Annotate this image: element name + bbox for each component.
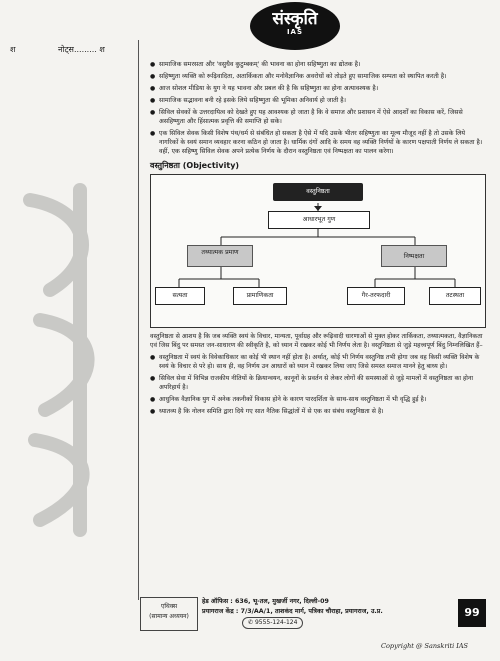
diagram-leaf-neutrality: तटस्थता <box>429 287 481 305</box>
sidebar-divider <box>138 40 139 600</box>
diagram-leaf-truth: सत्यता <box>155 287 205 305</box>
head-office-address: हेड ऑफिस : 636, भू-तल, मुखर्जी नगर, दिल्ली-09 <box>202 598 329 605</box>
phone-number: ✆ 9555-124-124 <box>242 617 303 629</box>
subject-box <box>140 597 198 631</box>
notes-sidebar <box>0 0 138 661</box>
list-item: ● सहिष्णुता व्यक्ति को रूढ़िवादिता, अतार्किकता और मनोवैज्ञानिक अवरोधों को तोड़ते हुए सामाजिक सम्पता को स्थापित करती है। <box>150 72 485 81</box>
subject-subtitle: (सामान्य अध्ययन) <box>149 613 189 620</box>
diagram-factual-node: तथ्यात्मक प्रमाण <box>187 245 253 267</box>
diagram-base-node: आधारभूत गुण <box>268 211 370 229</box>
logo <box>250 2 340 50</box>
diagram-leaf-nonpartisan: गैर-तरफदारी <box>347 287 405 305</box>
copyright-text: Copyright @ Sanskriti IAS <box>381 642 468 650</box>
list-item: ● सामाजिक सद्भावना बनी रहे इसके लिये सहिष्णुता की भूमिका अनिवार्य हो जाती है। <box>150 96 485 105</box>
list-item: ● आधुनिक वैज्ञानिक युग में अनेक तकनीकों विकास होने के कारण पारदर्शिता के साथ-साथ वस्तुनिष्ठता में भी वृद्धि हुई है। <box>150 395 485 404</box>
subject-title: एथिक्स <box>161 603 177 610</box>
phone-icon: ✆ <box>248 619 255 626</box>
prayagraj-address: प्रयागराज केंद्र : 7/3/AA/1, ताशकंद मार्ग, पत्रिका चौराहा, प्रयागराज, उ.प्र. <box>202 608 383 615</box>
notes-label: नोट्स......... श <box>58 45 105 54</box>
address-block <box>202 597 446 629</box>
bullet-list-top <box>150 60 485 156</box>
list-item: ● एक सिविल सेवक किसी विशेष पंथ/धर्म से संबंधित हो सकता है ऐसे में यदि उसके भीतर सहिष्णुता का मूल्य मौजूद नहीं है तो उसके लिये नागरिकों के स्वयं समान व्यवहार करना कठिन हो जाता है। धार्मिक दंगों आदि के समय वह व्यक्ति निर्णयों के कारण पक्षपाती निर्णय ले सकता है। वहीं, एक सहिष्णु सिविल सेवक अपने प्रत्येक निर्णय के दौरान वस्तुनिष्ठता एवं निष्पक्षता का पालन करेगा। <box>150 129 485 156</box>
list-item: ● आज सोशल मीडिया के युग ने यह भावना और प्रबल की है कि सहिष्णुता का होना अत्यावश्यक है। <box>150 84 485 93</box>
bullet-list-bottom <box>150 353 485 416</box>
section-heading: वस्तुनिष्ठता (Objectivity) <box>150 161 240 170</box>
list-item: ● सिविल सेवा में विभिन्न राजकीय नीतियों के क्रियान्वयन, कानूनों के प्रवर्तन से लेकर लोगों की समस्याओं से जुड़े मामलों में वस्तुनिष्ठता का होना अपरिहार्य है। <box>150 374 485 392</box>
list-item: ● सिविल सेवकों के उत्तरदायित्व को देखते हुए यह आवश्यक हो जाता है कि वे समाज और प्रशासन में ऐसे आदर्शों का विकास करें, जिससे असहिष्णुता और हिंसात्मक प्रवृत्ति की समाप्ति हो सके। <box>150 108 485 126</box>
diagram-impartiality-node: निष्पक्षता <box>381 245 447 267</box>
objectivity-diagram <box>150 174 486 328</box>
list-item: ● सामाजिक समरसता और 'वसुधैव कुटुम्बकम्' की भावना का होना सहिष्णुता का द्योतक है। <box>150 60 485 69</box>
logo-text: संस्कृति <box>272 9 318 29</box>
list-item: ● वस्तुनिष्ठता में स्वयं के विवेकाधिकार का कोई भी स्थान नहीं होता है। अर्थात्, कोई भी निर्णय वस्तुनिष्ठ तभी होगा जब वह किसी व्यक्ति विशेष के स्वयं के विचार से परे हो। साथ ही, वह निर्णय उन आधारों को ध्यान में रखकर लिया जाए जिसे समस्त समाज मानने हेतु बाध्य हो। <box>150 353 485 371</box>
watermark-logo <box>10 180 120 540</box>
main-content <box>150 60 485 419</box>
objectivity-paragraph: वस्तुनिष्ठता से आशय है कि जब व्यक्ति स्वयं के विचार, मान्यता, पूर्वाग्रह और रूढ़िवादी धारणाओं से मुक्त होकर तार्किकता, तथ्यात्मकता, वैज्ञानिकता एवं जिस बिंदु पर समस्त जन-साधारण की स्वीकृति है, को ध्यान में रखकर कोई भी निर्णय लेता है। वस्तुनिष्ठता से जुड़े महत्त्वपूर्ण बिंदु निम्नलिखित हैं– <box>150 333 483 349</box>
page-number: 99 <box>458 599 486 627</box>
diagram-leaf-authenticity: प्रामाणिकता <box>233 287 287 305</box>
list-item: ● ध्यातव्य है कि नोलन समिति द्वारा दिये गए सात नैतिक सिद्धांतों में से एक का संबंध वस्तुनिष्ठता से है। <box>150 407 485 416</box>
logo-subtext: IAS <box>286 28 304 36</box>
margin-mark: श <box>10 45 16 54</box>
page-footer <box>140 597 490 635</box>
diagram-root-node: वस्तुनिष्ठता <box>273 183 363 201</box>
